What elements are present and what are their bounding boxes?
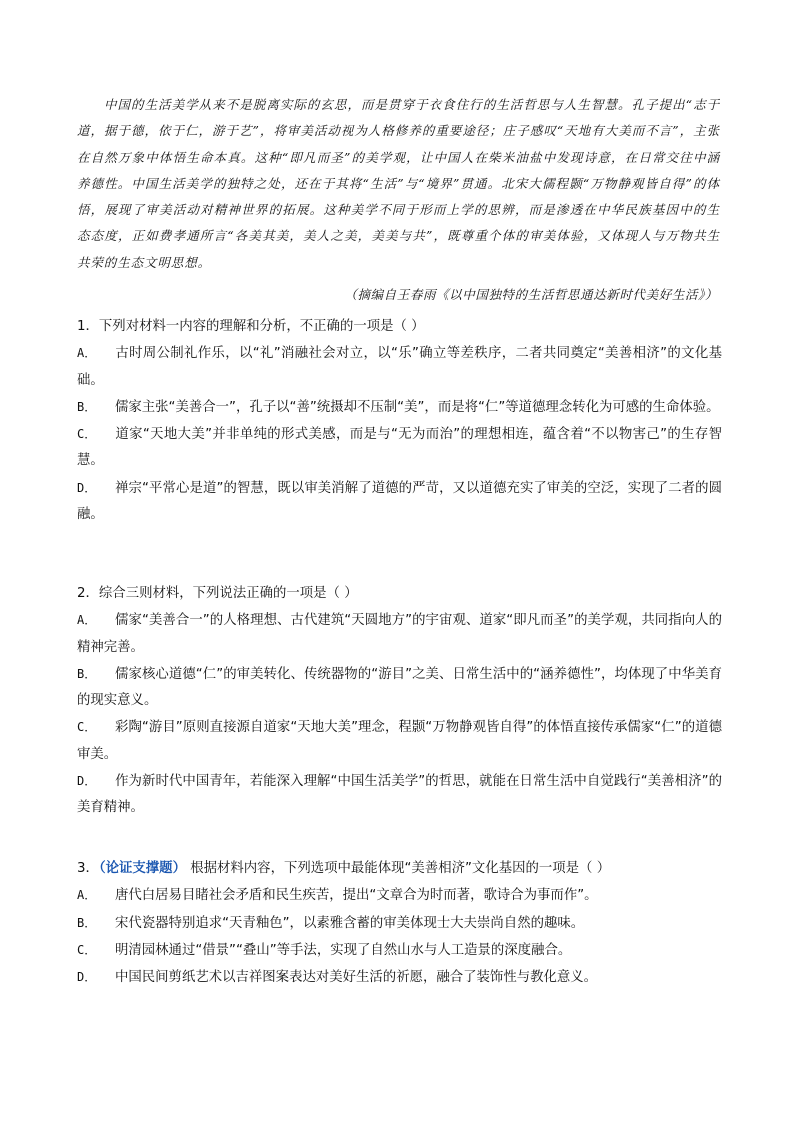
option-b[interactable] xyxy=(77,910,722,937)
option-text: 唐代白居易目睹社会矛盾和民生疾苦，提出“文章合为时而著，歌诗合为事而作”。 xyxy=(115,888,598,904)
option-a[interactable] xyxy=(77,340,722,394)
option-b[interactable] xyxy=(77,661,722,715)
option-letter: D． xyxy=(77,774,97,789)
option-d[interactable] xyxy=(77,475,722,529)
option-c[interactable] xyxy=(77,421,722,475)
option-letter: D． xyxy=(77,480,97,495)
option-text: 道家“天地大美”并非单纯的形式美感，而是与“无为而治”的理想相连，蕴含着“不以物害己”的生存智慧。 xyxy=(77,427,722,469)
option-letter: C． xyxy=(77,427,97,442)
option-text: 儒家核心道德“仁”的审美转化、传统器物的“游目”之美、日常生活中的“涵养德性”，均体现了中华美育的现实意义。 xyxy=(77,666,722,709)
option-letter: B． xyxy=(77,399,97,414)
option-d[interactable] xyxy=(77,964,722,991)
question-stem-text: 根据材料内容，下列选项中最能体现“美善相济”文化基因的一项是（ ） xyxy=(190,861,611,876)
option-text: 彩陶“游目”原则直接源自道家“天地大美”理念，程颢“万物静观皆自得”的体悟直接传承儒家“仁”的道德审美。 xyxy=(77,720,722,762)
option-c[interactable] xyxy=(77,937,722,964)
question-stem: 2．综合三则材料，下列说法正确的一项是（ ） xyxy=(77,586,358,601)
option-c[interactable] xyxy=(77,714,722,768)
option-text: 明清园林通过“借景”“叠山”等手法，实现了自然山水与人工造景的深度融合。 xyxy=(115,942,572,958)
question-2 xyxy=(77,581,722,822)
question-stem: 1．下列对材料一内容的理解和分析，不正确的一项是（ ） xyxy=(77,319,425,334)
option-text: 中国民间剪纸艺术以吉祥图案表达对美好生活的祈愿，融合了装饰性与教化意义。 xyxy=(115,970,598,986)
option-letter: A． xyxy=(77,888,97,903)
option-text: 儒家“美善合一”的人格理想、古代建筑“天圆地方”的宇宙观、道家“即凡而圣”的美学观，共同指向人的精神完善。 xyxy=(77,613,722,655)
question-stem xyxy=(77,856,722,882)
question-3 xyxy=(77,856,722,991)
question-number: 3． xyxy=(77,861,99,876)
option-a[interactable] xyxy=(77,607,722,661)
reading-passage xyxy=(77,92,720,276)
option-text: 作为新时代中国青年，若能深入理解“中国生活美学”的哲思，就能在日常生活中自觉践行“美善相济”的美育精神。 xyxy=(77,774,722,816)
option-letter: D． xyxy=(77,970,97,985)
option-b[interactable] xyxy=(77,394,722,421)
option-letter: A． xyxy=(77,346,97,361)
option-letter: A． xyxy=(77,613,97,628)
option-letter: B． xyxy=(77,666,97,681)
option-letter: B． xyxy=(77,915,97,930)
option-d[interactable] xyxy=(77,768,722,822)
option-letter: C． xyxy=(77,942,97,957)
option-letter: C． xyxy=(77,720,97,735)
question-type-tag: （论证支撑题） xyxy=(98,861,186,876)
passage-paragraph: 中国的生活美学从来不是脱离实际的玄思，而是贯穿于衣食住行的生活哲思与人生智慧。孔子提出“志于道，据于德，依于仁，游于艺”，将审美活动视为人格修养的重要途径；庄子感叹“天地有大美而不言”，主张在自然万象中体悟生命本真。这种“即凡而圣”的美学观，让中国人在柴米油盐中发现诗意，在日常交往中涵养德性。中国生活美学的独特之处，还在于其将“生活”与“境界”贯通。北宋大儒程颢“万物静观皆自得”的体悟，展现了审美活动对精神世界的拓展。这种美学不同于形而上学的思辨，而是渗透在中华民族基因中的生态态度，正如费孝通所言“各美其美，美人之美，美美与共”，既尊重个体的审美体验，又体现人与万物共生共荣的生态文明思想。 xyxy=(77,97,720,270)
option-text: 禅宗“平常心是道”的智慧，既以审美消解了道德的严苛，又以道德充实了审美的空泛，实现了二者的圆融。 xyxy=(77,480,722,523)
option-a[interactable] xyxy=(77,882,722,909)
passage-source: （摘编自王春雨《以中国独特的生活哲思通达新时代美好生活》） xyxy=(344,287,718,302)
question-1 xyxy=(77,314,722,528)
option-text: 宋代瓷器特别追求“天青釉色”，以素雅含蓄的审美体现士大夫崇尚自然的趣味。 xyxy=(115,915,585,931)
option-text: 古时周公制礼作乐，以“礼”消融社会对立，以“乐”确立等差秩序，二者共同奠定“美善相济”的文化基础。 xyxy=(77,346,722,388)
option-text: 儒家主张“美善合一”，孔子以“善”统摄却不压制“美”，而是将“仁”等道德理念转化为可感的生命体验。 xyxy=(115,399,720,415)
